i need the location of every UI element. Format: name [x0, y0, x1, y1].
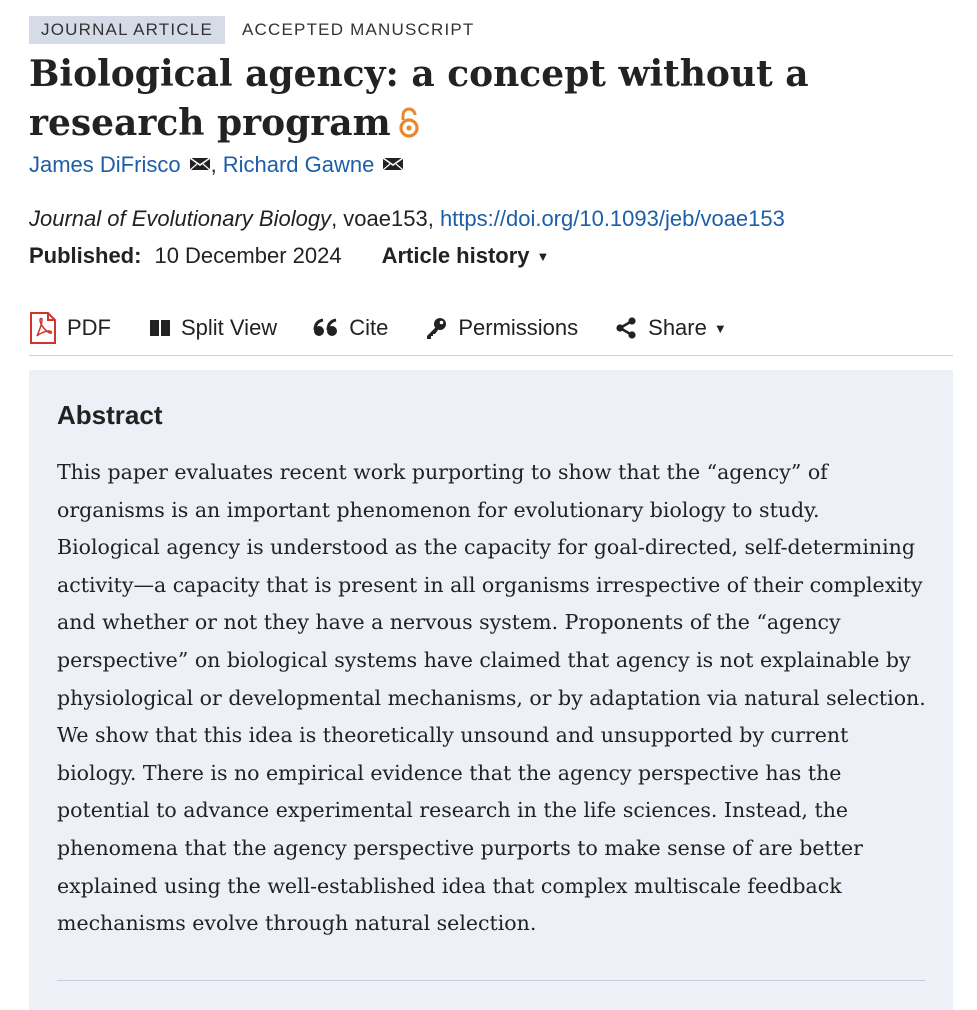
share-icon: [614, 316, 638, 340]
article-badges: [29, 16, 475, 44]
article-toolbar: [29, 306, 953, 350]
email-icon[interactable]: [189, 152, 211, 178]
caret-down-icon: ▼: [713, 320, 727, 336]
key-icon: [424, 316, 448, 340]
cite-button[interactable]: [313, 315, 388, 341]
abstract-text: This paper evaluates recent work purporting to show that the “agency” of organisms is an important phenomenon for evolutionary biology to study. Biological agency is understood as the capacity for goal-directed, self-determining activity—a capacity that is present in all organisms irrespective of their complexity and whether or not they have a nervous system. Proponents of the “agency perspective” on biological systems have claimed that agency is not explainable by physiological or developmental mechanisms, or by adaptation via natural selection. We show that this idea is theoretically unsound and unsupported by current biology. There is no empirical evidence that the agency perspective has the potential to advance experimental research in the life sciences. Instead, the phenomena that the agency perspective purports to make sense of are better explained using the well-established idea that complex multiscale feedback mechanisms evolve through natural selection.: [57, 460, 926, 936]
published-date: 10 December 2024: [154, 243, 342, 268]
doi-link[interactable]: https://doi.org/10.1093/jeb/voae153: [439, 206, 785, 231]
author-list: [29, 152, 404, 178]
share-dropdown[interactable]: [614, 315, 727, 341]
split-view-icon: [149, 318, 171, 338]
toolbar-divider: [29, 355, 953, 356]
article-status-badge: ACCEPTED MANUSCRIPT: [242, 20, 475, 39]
pdf-label: PDF: [67, 315, 111, 340]
publication-info: [29, 243, 549, 269]
journal-name: Journal of Evolutionary Biology: [29, 206, 332, 231]
author-separator: ,: [210, 152, 217, 177]
abstract-heading: Abstract: [57, 400, 163, 430]
article-history-dropdown[interactable]: [382, 243, 550, 269]
share-label: Share: [648, 315, 707, 340]
email-icon[interactable]: [382, 152, 404, 178]
permissions-button[interactable]: [424, 315, 578, 341]
split-view-button[interactable]: [149, 315, 277, 341]
cite-label: Cite: [349, 315, 389, 340]
caret-down-icon: ▼: [536, 248, 550, 264]
quote-icon: [313, 318, 339, 338]
published-label: Published:: [29, 243, 142, 268]
open-access-lock-icon: [397, 103, 421, 152]
article-title: [29, 50, 929, 152]
abstract-section: [29, 370, 953, 1010]
author-link-richard-gawne[interactable]: Richard Gawne: [222, 152, 375, 177]
citation-volume: , voae153,: [331, 206, 440, 231]
article-history-label: Article history: [381, 243, 530, 268]
article-type-badge: JOURNAL ARTICLE: [29, 16, 225, 44]
author-link-james-difrisco[interactable]: James DiFrisco: [29, 152, 181, 177]
pdf-icon: [29, 311, 57, 345]
permissions-label: Permissions: [458, 315, 579, 340]
pdf-button[interactable]: [29, 311, 111, 345]
abstract-divider: [57, 980, 925, 981]
citation-line: [29, 206, 785, 232]
article-title-text: Biological agency: a concept without a research program: [29, 53, 809, 144]
split-view-label: Split View: [181, 315, 278, 340]
